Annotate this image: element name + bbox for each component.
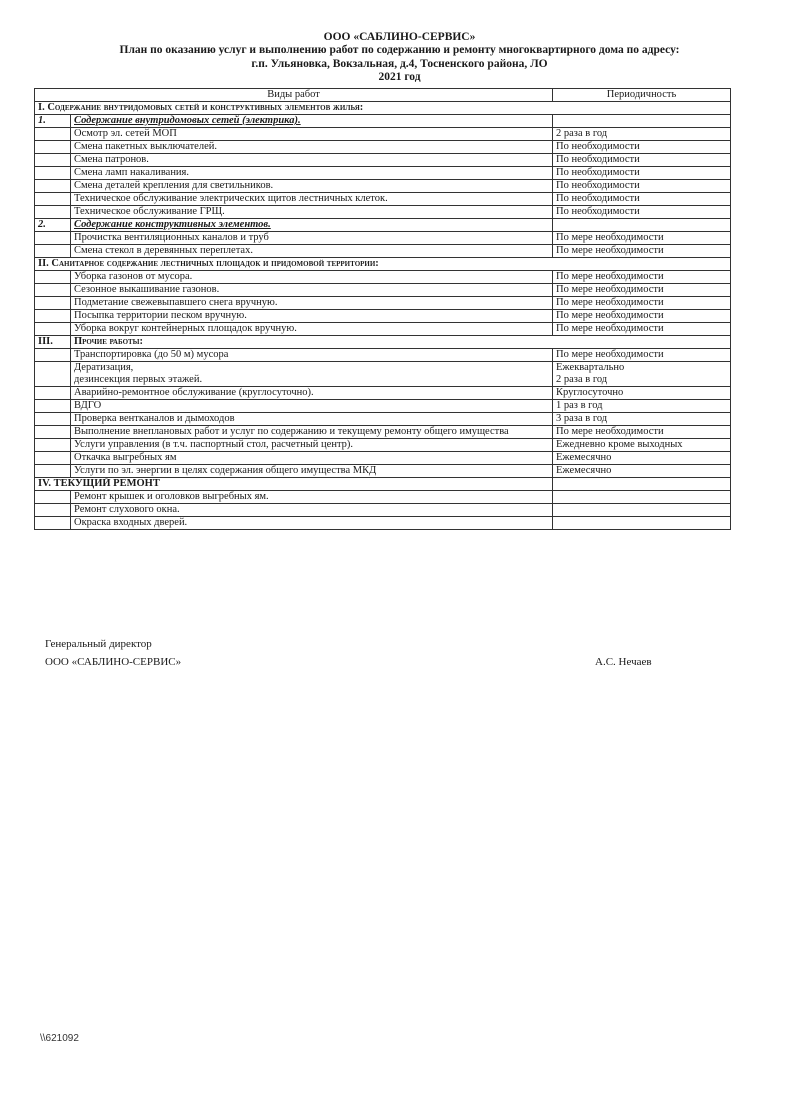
work-cell: Услуги по эл. энергии в целях содержания общего имущества МКД bbox=[71, 465, 553, 478]
period-cell: По необходимости bbox=[553, 193, 731, 206]
table-row bbox=[35, 504, 731, 517]
period-cell: По мере необходимости bbox=[553, 349, 731, 362]
work-cell: Смена ламп накаливания. bbox=[71, 167, 553, 180]
table-row bbox=[35, 271, 731, 284]
work-cell: ВДГО bbox=[71, 400, 553, 413]
plan-title-line2: г.п. Ульяновка, Вокзальная, д.4, Тосненского района, ЛО bbox=[251, 57, 548, 70]
signer-org: ООО «САБЛИНО-СЕРВИС» bbox=[45, 656, 182, 668]
period-cell: 3 раза в год bbox=[553, 413, 731, 426]
subsection-2-title: Содержание конструктивных элементов. bbox=[71, 219, 553, 232]
work-cell: Смена пакетных выключателей. bbox=[71, 141, 553, 154]
work-cell: Аварийно-ремонтное обслуживание (круглосуточно). bbox=[71, 387, 553, 400]
work-cell: Уборка газонов от мусора. bbox=[71, 271, 553, 284]
table-row bbox=[35, 154, 731, 167]
table-row bbox=[35, 465, 731, 478]
work-cell: Смена деталей крепления для светильников. bbox=[71, 180, 553, 193]
subsection-row bbox=[35, 115, 731, 128]
work-cell: Техническое обслуживание электрических щитов лестничных клеток. bbox=[71, 193, 553, 206]
period-cell bbox=[553, 362, 731, 387]
period-cell: Ежедневно кроме выходных bbox=[553, 439, 731, 452]
document-header bbox=[0, 30, 799, 84]
period-cell: По необходимости bbox=[553, 154, 731, 167]
period-cell: По мере необходимости bbox=[553, 284, 731, 297]
work-cell: Выполнение внеплановых работ и услуг по содержанию и текущему ремонту общего имущества bbox=[71, 426, 553, 439]
period-cell: По необходимости bbox=[553, 141, 731, 154]
work-line: дезинсекция первых этажей. bbox=[74, 374, 203, 385]
period-cell: Ежемесячно bbox=[553, 452, 731, 465]
table-row bbox=[35, 180, 731, 193]
period-cell: По мере необходимости bbox=[553, 232, 731, 245]
period-cell: 1 раз в год bbox=[553, 400, 731, 413]
table-row bbox=[35, 517, 731, 530]
plan-title-line1: План по оказанию услуг и выполнению работ по содержанию и ремонту многоквартирного дома по адресу: bbox=[119, 44, 680, 56]
section-row bbox=[35, 478, 731, 491]
table-row bbox=[35, 297, 731, 310]
table-row bbox=[35, 167, 731, 180]
period-line: 2 раза в год bbox=[556, 374, 608, 385]
subsection-1-number: 1. bbox=[35, 115, 71, 128]
work-cell: Откачка выгребных ям bbox=[71, 452, 553, 465]
table-row bbox=[35, 426, 731, 439]
work-cell: Техническое обслуживание ГРЩ. bbox=[71, 206, 553, 219]
period-cell: По необходимости bbox=[553, 167, 731, 180]
subsection-row bbox=[35, 219, 731, 232]
section-row bbox=[35, 102, 731, 115]
table-row bbox=[35, 141, 731, 154]
table-row bbox=[35, 310, 731, 323]
period-cell: По мере необходимости bbox=[553, 310, 731, 323]
work-cell: Подметание свежевыпавшего снега вручную. bbox=[71, 297, 553, 310]
section-row bbox=[35, 336, 731, 349]
period-cell: По мере необходимости bbox=[553, 297, 731, 310]
work-cell: Смена патронов. bbox=[71, 154, 553, 167]
table-row bbox=[35, 206, 731, 219]
signer-title: Генеральный директор bbox=[45, 638, 152, 650]
table-row bbox=[35, 193, 731, 206]
col-header-period: Периодичность bbox=[553, 89, 731, 102]
period-cell: 2 раза в год bbox=[553, 128, 731, 141]
work-cell: Сезонное выкашивание газонов. bbox=[71, 284, 553, 297]
section-1-title: I. Содержание внутридомовых сетей и конструктивных элементов жилья: bbox=[35, 102, 731, 115]
subsection-2-number: 2. bbox=[35, 219, 71, 232]
document-number: \\621092 bbox=[40, 1033, 79, 1044]
period-cell: По мере необходимости bbox=[553, 271, 731, 284]
period-cell: По мере необходимости bbox=[553, 426, 731, 439]
signer-name: А.С. Нечаев bbox=[595, 656, 652, 668]
org-name: ООО «САБЛИНО-СЕРВИС» bbox=[323, 31, 476, 43]
period-cell: По мере необходимости bbox=[553, 323, 731, 336]
work-cell: Посыпка территории песком вручную. bbox=[71, 310, 553, 323]
table-row bbox=[35, 245, 731, 258]
section-3-number: III. bbox=[35, 336, 71, 349]
period-line: Ежеквартально bbox=[556, 362, 625, 373]
period-cell: Круглосуточно bbox=[553, 387, 731, 400]
work-cell: Ремонт слухового окна. bbox=[71, 504, 553, 517]
table-header-row bbox=[35, 89, 731, 102]
work-cell: Услуги управления (в т.ч. паспортный стол, расчетный центр). bbox=[71, 439, 553, 452]
table-row bbox=[35, 439, 731, 452]
work-cell: Окраска входных дверей. bbox=[71, 517, 553, 530]
table-row bbox=[35, 400, 731, 413]
section-row bbox=[35, 258, 731, 271]
work-cell: Смена стекол в деревянных переплетах. bbox=[71, 245, 553, 258]
period-cell: По необходимости bbox=[553, 206, 731, 219]
period-cell: По необходимости bbox=[553, 180, 731, 193]
section-3-title: Прочие работы: bbox=[71, 336, 731, 349]
work-line: Дератизация, bbox=[74, 362, 134, 373]
period-cell: По мере необходимости bbox=[553, 245, 731, 258]
subsection-1-title: Содержание внутридомовых сетей (электрика). bbox=[71, 115, 553, 128]
table-row bbox=[35, 323, 731, 336]
table-row bbox=[35, 232, 731, 245]
work-cell bbox=[71, 362, 553, 387]
table-row bbox=[35, 452, 731, 465]
section-4-title: IV. ТЕКУЩИЙ РЕМОНТ bbox=[35, 478, 553, 491]
work-cell: Прочистка вентиляционных каналов и труб bbox=[71, 232, 553, 245]
table-row bbox=[35, 413, 731, 426]
work-cell: Транспортировка (до 50 м) мусора bbox=[71, 349, 553, 362]
table-row bbox=[35, 491, 731, 504]
table-row bbox=[35, 362, 731, 387]
period-cell: Ежемесячно bbox=[553, 465, 731, 478]
table-row bbox=[35, 128, 731, 141]
table-row bbox=[35, 349, 731, 362]
col-header-work: Виды работ bbox=[35, 89, 553, 102]
plan-year: 2021 год bbox=[378, 71, 421, 83]
work-cell: Проверка вентканалов и дымоходов bbox=[71, 413, 553, 426]
work-cell: Осмотр эл. сетей МОП bbox=[71, 128, 553, 141]
work-cell: Ремонт крышек и оголовков выгребных ям. bbox=[71, 491, 553, 504]
services-table bbox=[34, 88, 731, 530]
table-row bbox=[35, 284, 731, 297]
table-row bbox=[35, 387, 731, 400]
section-2-title: II. Санитарное содержание лестничных площадок и придомовой территории: bbox=[35, 258, 731, 271]
work-cell: Уборка вокруг контейнерных площадок вручную. bbox=[71, 323, 553, 336]
